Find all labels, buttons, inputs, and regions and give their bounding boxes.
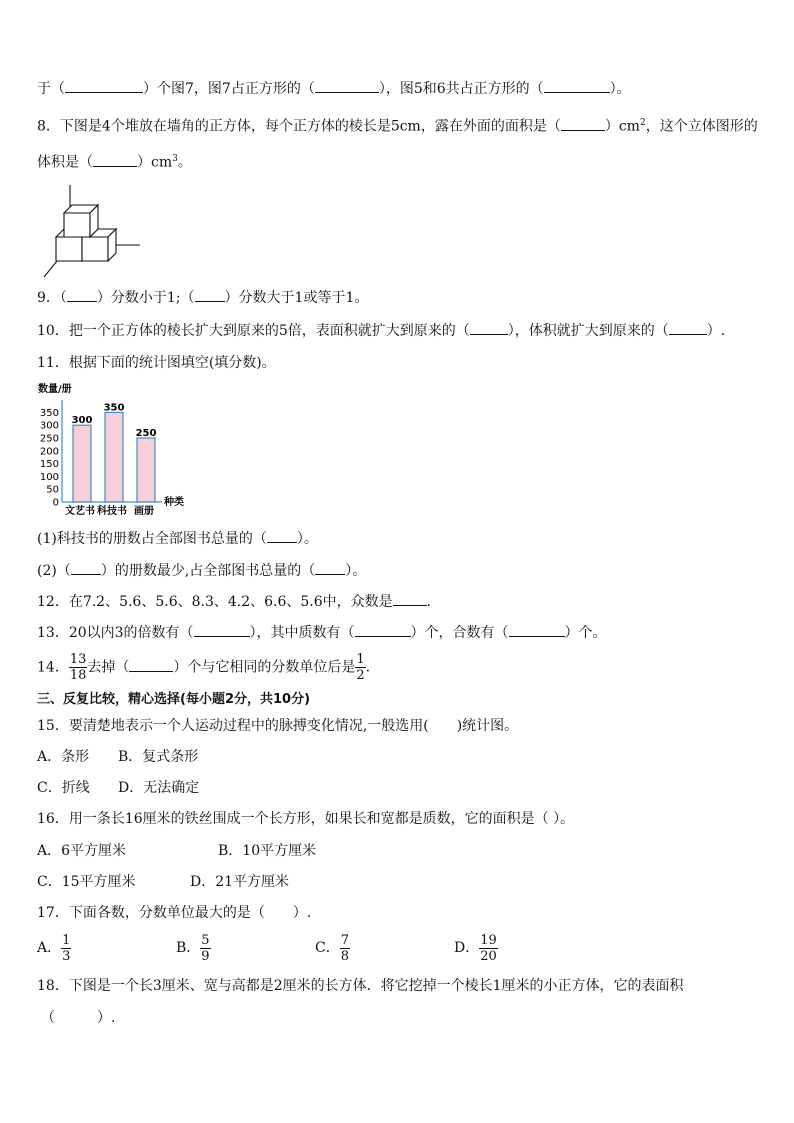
question-8: 8．下图是4个堆放在墙角的正方体，每个正方体的棱长是5cm，露在外面的面积是（ ）$cm^2$，这个立体图形的	[37, 118, 758, 135]
bar-value-label: 350	[103, 402, 125, 414]
y-tick-label: 300	[39, 420, 59, 432]
option-d[interactable]: D．无法确定	[118, 780, 200, 796]
bar-value-label: 250	[135, 428, 157, 439]
answer-blank[interactable]	[71, 561, 101, 575]
answer-blank[interactable]	[561, 117, 605, 131]
answer-blank[interactable]	[470, 321, 508, 335]
option-a[interactable]: A． $\frac{1}{3}$	[37, 932, 71, 964]
fraction: $\frac{1}{3}$	[62, 932, 71, 964]
x-tick-label: 文艺书	[65, 506, 95, 517]
x-tick-label: 科技书	[97, 506, 127, 517]
y-tick-label: 100	[39, 471, 59, 483]
question-18: 18．下图是一个长3厘米、宽与高都是2厘米的长方体．将它挖掉一个棱长1厘米的小正方体，它的表面积	[37, 978, 684, 994]
chart-xlabel: 种类	[164, 497, 184, 508]
question-13: 13．20以内3的倍数有（ ），其中质数有（ ）个，合数有（ ）个。	[37, 625, 607, 641]
section-heading: 三、反复比较，精心选择(每小题2分，共10分)	[37, 692, 311, 707]
bar-chart	[36, 378, 196, 518]
option-d[interactable]: D．21平方厘米	[190, 874, 290, 890]
fraction: $\frac{5}{9}$	[201, 932, 210, 964]
fraction: $\frac{13}{18}$	[69, 652, 87, 683]
fraction: $\frac{19}{20}$	[480, 932, 497, 964]
bar-value-label: 300	[71, 415, 93, 427]
answer-blank[interactable]	[67, 288, 97, 302]
y-tick-label: 250	[39, 433, 59, 445]
question-16: 16．用一条长16厘米的铁丝围成一个长方形，如果长和宽都是质数，它的面积是（ ）。	[37, 811, 575, 827]
question-12: 12．在7.2、5.6、5.6、8.3、4.2、6.6、5.6中，众数是 .	[37, 594, 432, 610]
question-11: 11．根据下面的统计图填空(填分数)。	[37, 355, 276, 371]
bar	[137, 438, 155, 502]
question-15: 15．要清楚地表示一个人运动过程中的脉搏变化情况,一般选用( )统计图。	[37, 718, 519, 734]
question-18-line-2: （ ）.	[41, 1010, 116, 1026]
y-tick-label: 200	[39, 446, 59, 458]
answer-blank[interactable]	[129, 658, 173, 672]
question-14: 14． $\frac{13}{18}$ 去掉（ ）个与它相同的分数单位后是 $\frac{1}{2}$ .	[37, 652, 371, 683]
y-tick-label: 150	[39, 459, 59, 471]
answer-blank[interactable]	[393, 592, 427, 606]
option-c[interactable]: C． $\frac{7}{8}$	[315, 932, 349, 964]
question-10: 10．把一个正方体的棱长扩大到原来的5倍，表面积就扩大到原来的（ ），体积就扩大到原来的（ ）.	[37, 323, 726, 339]
y-tick-label: 350	[39, 407, 59, 419]
question-8-line-2: 体积是（ ）$cm^3$。	[37, 154, 192, 171]
option-b[interactable]: B．10平方厘米	[218, 843, 317, 859]
answer-blank[interactable]	[509, 623, 565, 637]
option-d[interactable]: D． $\frac{19}{20}$	[454, 932, 497, 964]
answer-blank[interactable]	[669, 321, 707, 335]
option-b[interactable]: B． $\frac{5}{9}$	[176, 932, 210, 964]
option-a[interactable]: A．条形	[37, 749, 90, 765]
option-a[interactable]: A．6平方厘米	[37, 843, 127, 859]
option-c[interactable]: C．折线	[37, 780, 90, 796]
answer-blank[interactable]	[315, 79, 379, 93]
answer-blank[interactable]	[544, 79, 610, 93]
question-11-1: (1)科技书的册数占全部图书总量的（ ）。	[37, 531, 318, 547]
answer-blank[interactable]	[194, 623, 250, 637]
chart-ylabel: 数量/册	[38, 384, 72, 395]
text-line-1: 于（ ）个图7，图7占正方形的（ ），图5和6共占正方形的（ ）。	[37, 81, 631, 97]
y-tick-label: 0	[52, 497, 59, 509]
answer-blank[interactable]	[355, 623, 411, 637]
fraction: $\frac{7}{8}$	[340, 932, 349, 964]
answer-blank[interactable]	[267, 529, 297, 543]
fraction: $\frac{1}{2}$	[356, 652, 365, 683]
option-c[interactable]: C．15平方厘米	[37, 874, 136, 890]
answer-blank[interactable]	[195, 288, 225, 302]
y-tick-label: 50	[46, 484, 59, 496]
question-11-2: (2)（ ）的册数最少,占全部图书总量的（ ）。	[37, 563, 367, 579]
answer-blank[interactable]	[93, 153, 137, 167]
question-17: 17．下面各数，分数单位最大的是（ ）.	[37, 905, 312, 921]
cubes-figure	[40, 183, 144, 281]
x-tick-label: 画册	[134, 506, 154, 517]
answer-blank[interactable]	[65, 79, 143, 93]
option-b[interactable]: B．复式条形	[118, 749, 199, 765]
question-9: 9．（ ）分数小于1;（ ）分数大于1或等于1。	[37, 290, 369, 306]
bar	[73, 425, 91, 502]
answer-blank[interactable]	[315, 561, 345, 575]
bar	[105, 412, 123, 502]
